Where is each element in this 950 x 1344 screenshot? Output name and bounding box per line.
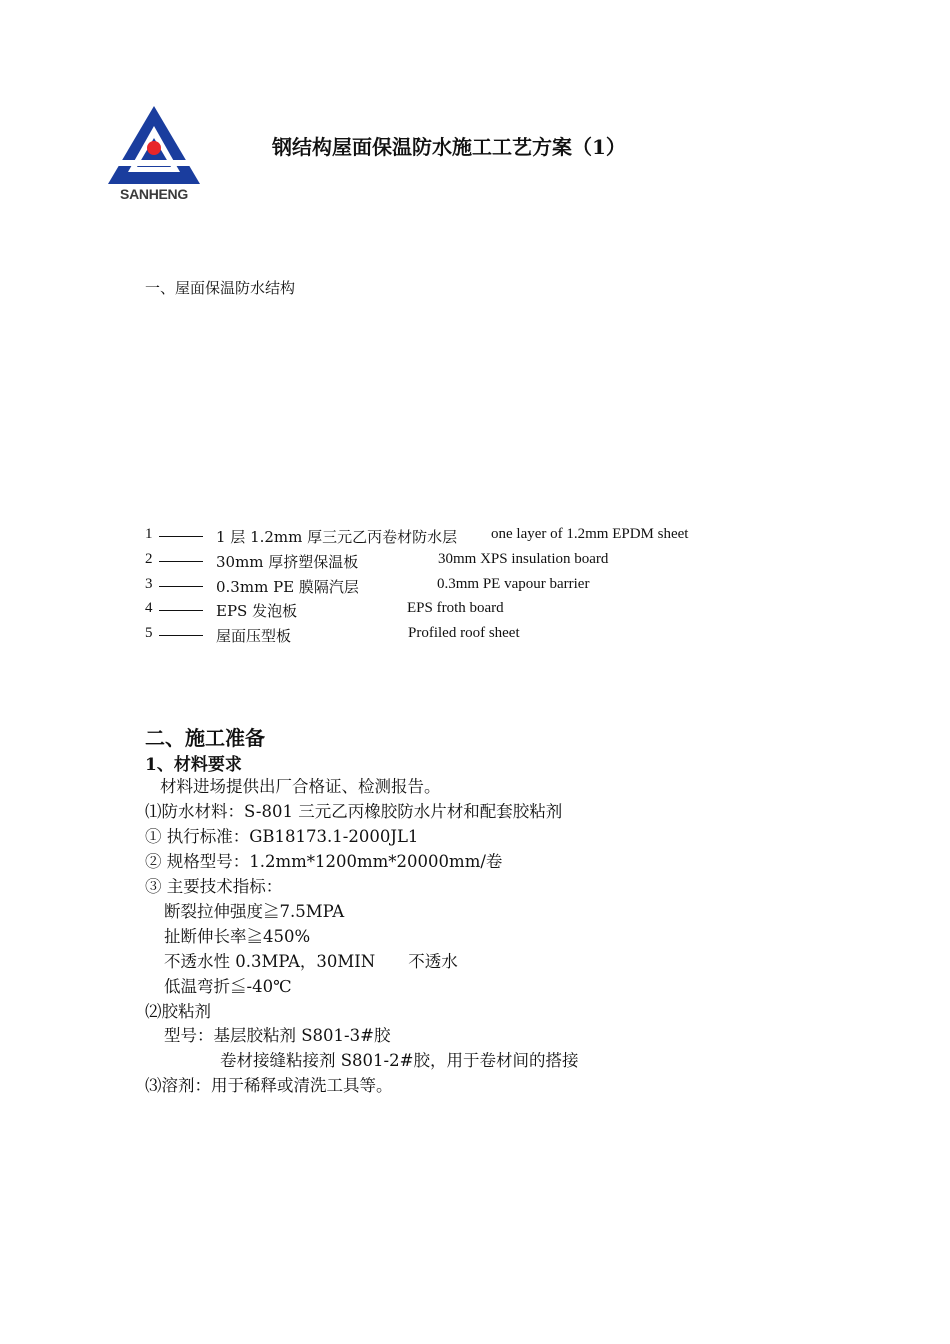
- layer-name-en: EPS froth board: [407, 600, 504, 616]
- page-title: 钢结构屋面保温防水施工工艺方案（1）: [272, 135, 626, 159]
- layer-number: 4: [145, 600, 153, 616]
- body-line: ⑵胶粘剂: [145, 1002, 211, 1021]
- section-heading-roof-structure: 一、屋面保温防水结构: [145, 279, 296, 297]
- layer-name-cn: 屋面压型板: [216, 627, 292, 645]
- body-line: ③ 主要技术指标：: [145, 877, 283, 896]
- body-line: 扯断伸长率≧450%: [164, 927, 311, 946]
- body-line: 断裂拉伸强度≧7.5MPA: [164, 902, 345, 921]
- body-line: ⑴防水材料：S-801 三元乙丙橡胶防水片材和配套胶粘剂: [145, 802, 563, 821]
- layer-name-en: 0.3mm PE vapour barrier: [437, 576, 590, 592]
- sanheng-triangle-icon: [104, 104, 204, 186]
- body-line: 卷材接缝粘接剂 S801-2#胶，用于卷材间的搭接: [220, 1051, 579, 1070]
- layer-number: 5: [145, 625, 153, 641]
- section-heading-preparation: 二、施工准备: [145, 726, 265, 750]
- body-line: 材料进场提供出厂合格证、检测报告。: [160, 777, 441, 796]
- layer-name-cn: 30mm 厚挤塑保温板: [216, 553, 359, 571]
- leader-line: [159, 536, 203, 537]
- logo-wordmark: SANHENG: [120, 186, 188, 202]
- body-line: 型号：基层胶粘剂 S801-3#胶: [164, 1026, 391, 1045]
- layer-name-cn: 0.3mm PE 膜隔汽层: [216, 578, 359, 596]
- body-line: ② 规格型号：1.2mm*1200mm*20000mm/卷: [145, 852, 503, 871]
- leader-line: [159, 561, 203, 562]
- body-line: ① 执行标准：GB18173.1-2000JL1: [145, 827, 419, 846]
- leader-line: [159, 586, 203, 587]
- body-line: 低温弯折≦-40℃: [164, 977, 292, 996]
- layer-name-en: one layer of 1.2mm EPDM sheet: [491, 526, 689, 542]
- layer-name-en: 30mm XPS insulation board: [438, 551, 609, 567]
- body-line: ⑶溶剂：用于稀释或清洗工具等。: [145, 1076, 393, 1095]
- layer-number: 2: [145, 551, 153, 567]
- subsection-heading-materials: 1、材料要求: [145, 755, 242, 775]
- leader-line: [159, 635, 203, 636]
- layer-name-en: Profiled roof sheet: [408, 625, 520, 641]
- layer-number: 3: [145, 576, 153, 592]
- body-line: 不透水性 0.3MPA，30MIN 不透水: [164, 952, 458, 971]
- layer-number: 1: [145, 526, 153, 542]
- layer-name-cn: EPS 发泡板: [216, 602, 298, 620]
- leader-line: [159, 610, 203, 611]
- layer-name-cn: 1 层 1.2mm 厚三元乙丙卷材防水层: [216, 528, 458, 546]
- company-logo: [104, 104, 204, 206]
